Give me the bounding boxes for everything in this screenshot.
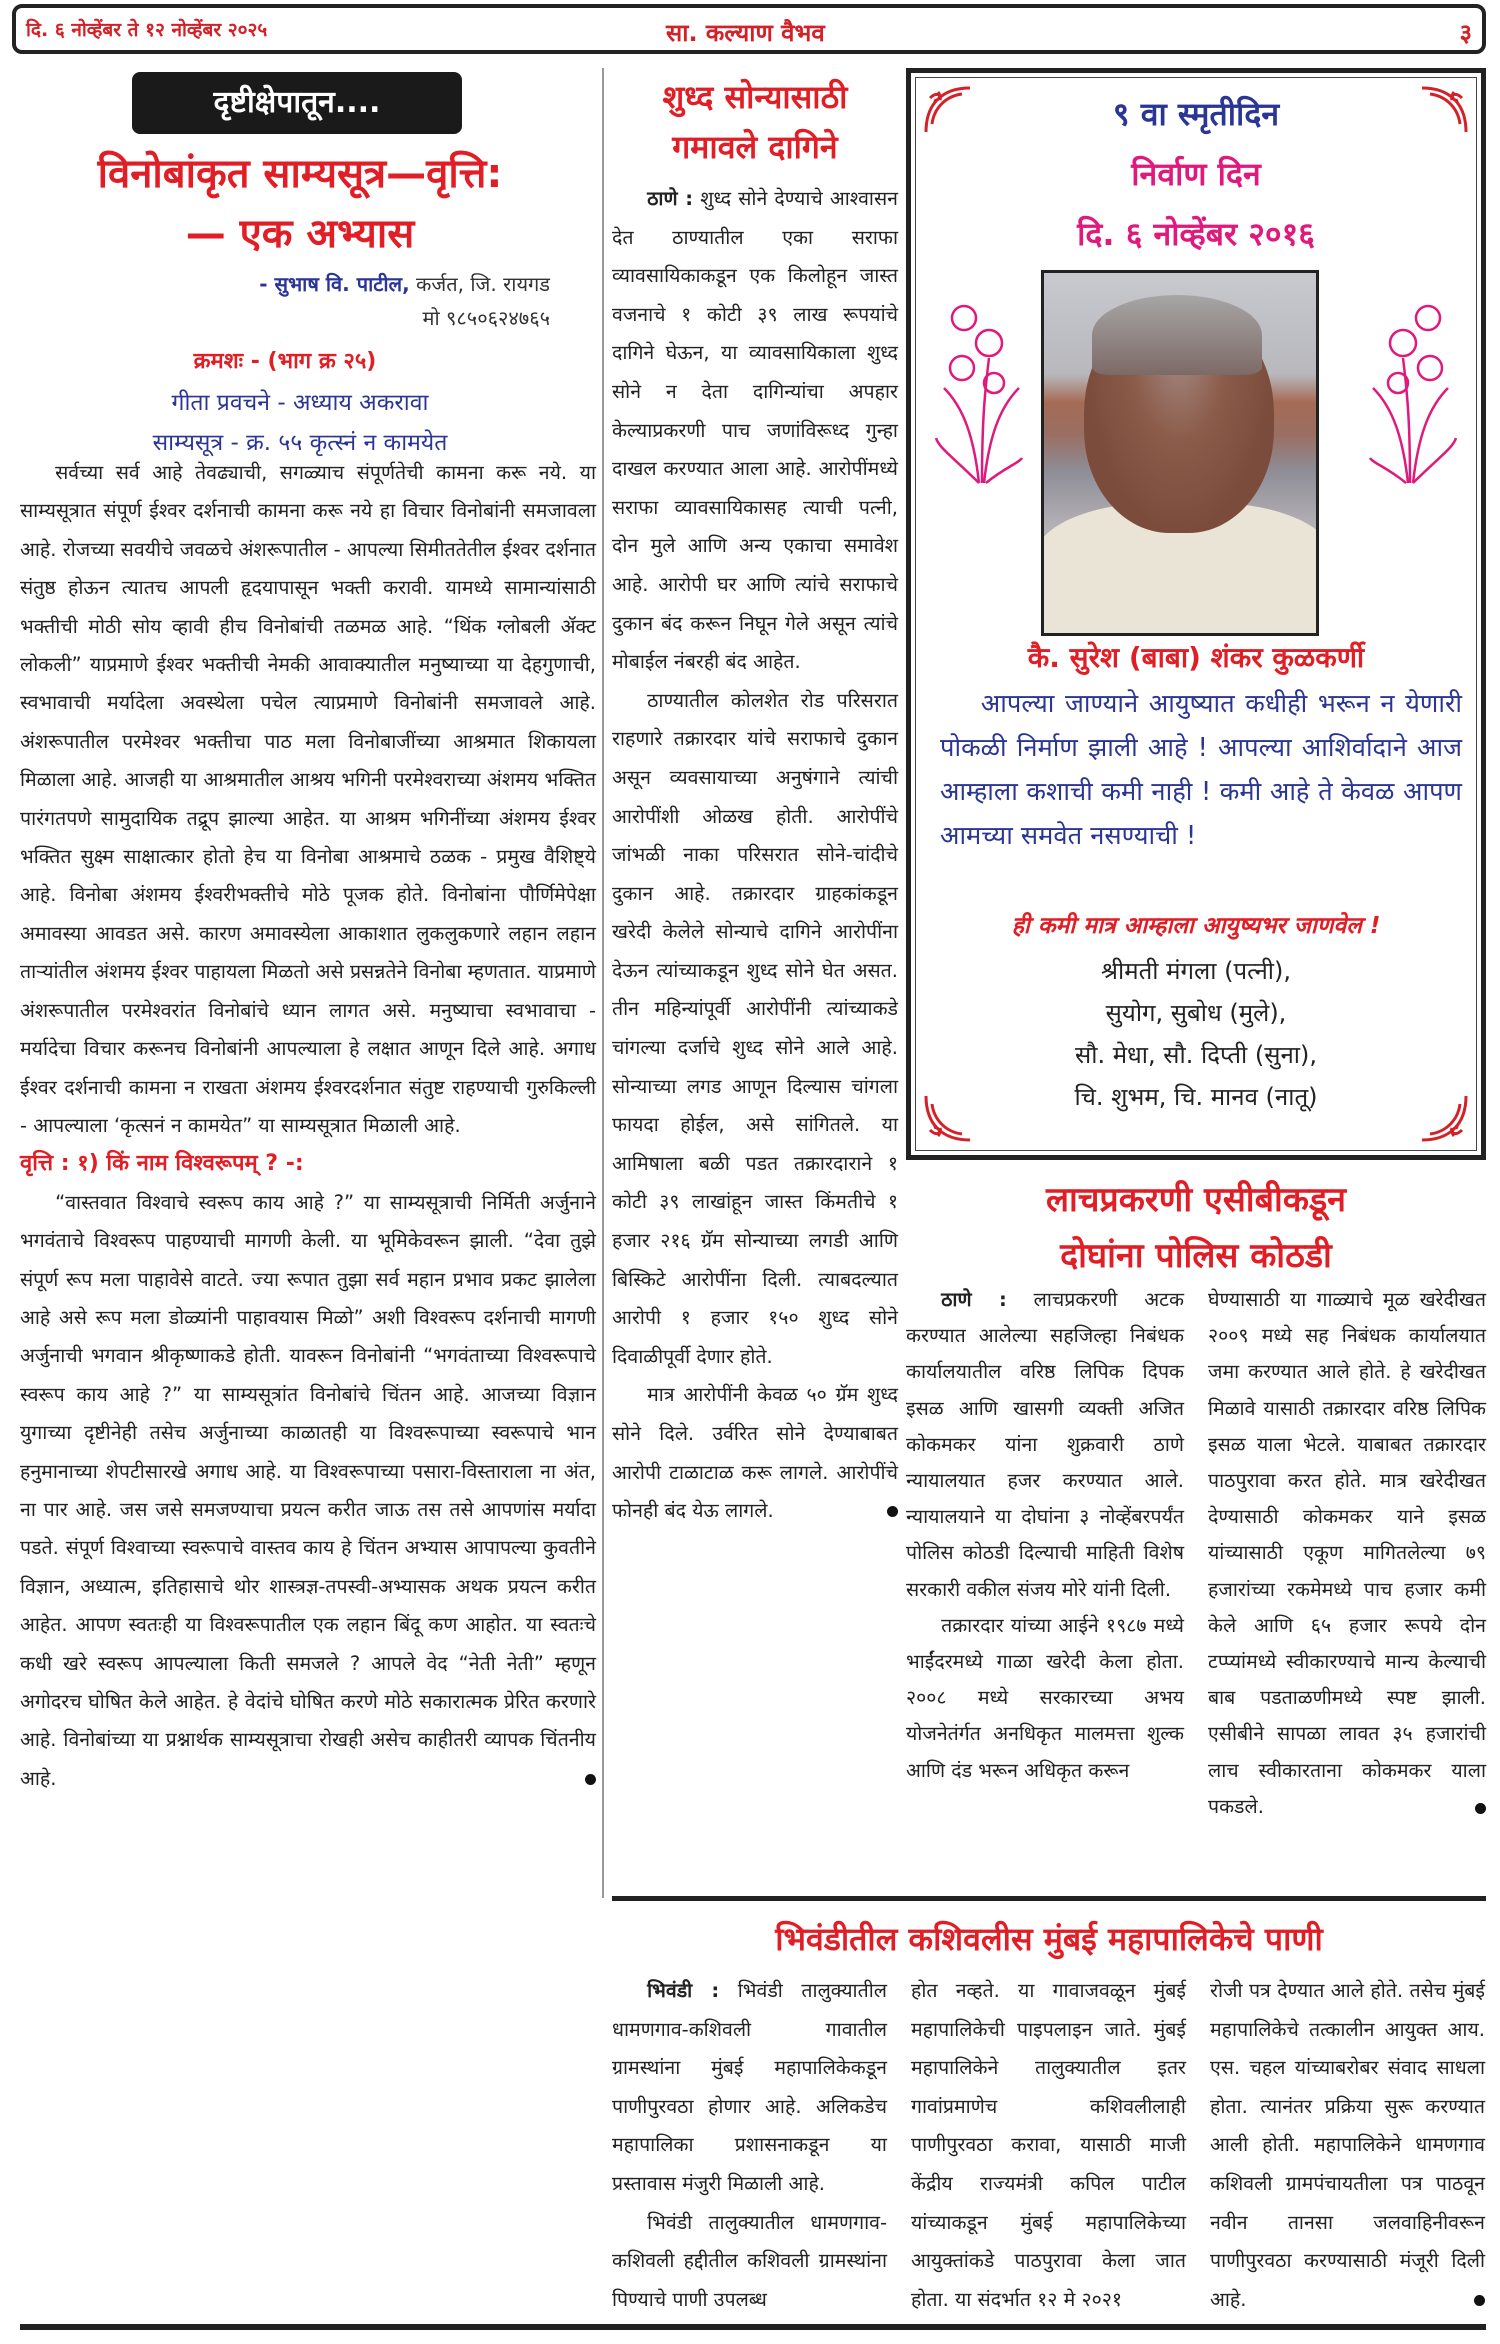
feature-subheading: वृत्ति : १) किं नाम विश्वरूपम् ? -: xyxy=(20,1151,304,1177)
gold-headline-line2: गमावले दागिने xyxy=(672,128,838,166)
page-number: ३ xyxy=(1459,19,1472,47)
bhiwandi-paragraph: भिवंडी तालुक्यातील धामणगाव-कशिवली गावातील ग्रामस्थांना मुंबई महापालिकेकडून पाणीपुरवठा होणार आहे. अलिकडेच महापालिका प्रशासनाकडून या प्रस्तावास मंजुरी मिळाली आहे. xyxy=(612,1979,887,2195)
feature-body xyxy=(20,454,596,1798)
feature-paragraph-text: “वास्तवात विश्वाचे स्वरूप काय आहे ?” या साम्यसूत्राची निर्मिती अर्जुनाने भगवंताचे विश्वरूप पाहण्याची मागणी केली. या भूमिकेवरून झाली. “देवा तुझे संपूर्ण रूप मला पाहावेसे वाटते. ज्या रूपात तुझा सर्व महान प्रभाव प्रकट झालेला आहे असे रूप मला डोळ्यांनी पाहावयास मिळो” अशी विश्वरूप दर्शनाची मागणी अर्जुनाची भगवान श्रीकृष्णाकडे होती. यावरून विनोबांनी “भगवंताच्या विश्वरूपाचे स्वरूप काय आहे ?” या साम्यसूत्रांत विनोबांचे चिंतन आहे. आजच्या विज्ञान युगाच्या दृष्टीनेही तसेच अर्जुनाच्या काळातही या विश्वरूपाच्या स्वरूपाचे भान हनुमानाच्या शेपटीसारखे अगाध आहे. या विश्वरूपाच्या पसारा-विस्ताराला ना अंत, ना पार आहे. जस जसे समजण्याचा प्रयत्न करीत जाऊ तस तसे आपणांस मर्यादा पडते. संपूर्ण विश्वाच्या स्वरूपाचे वास्तव काय हे चिंतन अभ्यास आपापल्या कुवतीने विज्ञान, अध्यात्म, इतिहासाचे थोर शास्त्रज्ञ-तपस्वी-अभ्यासक अथक प्रयत्न करीत आहेत. आपण स्वतःही या विश्वरूपातील एक लहान बिंदू कण आहोत. या स्वतःचे कधी खरे स्वरूप आपल्याला किती समजले ? आपले वेद “नेती नेती” म्हणून अगोदरच घोषित केले आहेत. हे वेदांचे घोषित करणे मोठे सकारात्मक प्रेरित करणारे आहे. विनोबांच्या या प्रश्नार्थक साम्यसूत्राचा रोखही असेच काहीतरी व्यापक चिंतनीय आहे. xyxy=(20,1190,596,1790)
family-member: चि. शुभम, चि. मानव (नातू) xyxy=(1074,1083,1318,1111)
bhiwandi-paragraph: भिवंडी तालुक्यातील धामणगाव-कशिवली हद्दीतील कशिवली ग्रामस्थांना पिण्याचे पाणी उपलब्ध xyxy=(612,2210,887,2311)
author-name: - सुभाष वि. पाटील, xyxy=(259,272,410,296)
acb-story-headline xyxy=(906,1172,1486,1284)
gold-paragraph xyxy=(612,1376,898,1530)
dateline: ठाणे : xyxy=(941,1288,1007,1311)
occasion-label: निर्वाण दिन xyxy=(1131,155,1261,193)
column-divider xyxy=(602,68,604,1898)
memorial-date: दि. ६ नोव्हेंबर २०१६ xyxy=(1077,215,1315,253)
bhiwandi-paragraph: होत नव्हते. या गावाजवळून मुंबई महापालिकेची पाइपलाइन जाते. मुंबई महापालिकेने तालुक्यातील इतर गावांप्रमाणेच कशिवलीलाही पाणीपुरवठा करावा, यासाठी माजी केंद्रीय राज्यमंत्री कपिल पाटील यांच्याकडून मुंबई महापालिकेच्या आयुक्तांकडे पाठपुरावा केला जात होता. या संदर्भात १२ मे २०२१ xyxy=(911,1979,1186,2311)
acb-paragraph: घेण्यासाठी या गाळ्याचे मूळ खरेदीखत २००९ मध्ये सह निबंधक कार्यालयात जमा करण्यात आले होते. हे खरेदीखत मिळावे यासाठी तक्रारदार वरिष्ठ लिपिक इसळ याला भेटले. याबाबत तक्रारदार पाठपुरावा करत होते. मात्र खरेदीखत देण्यासाठी कोकमकर याने इसळ यांच्यासाठी एकूण मागितलेल्या ७९ हजारांच्या रकमेमध्ये पाच हजार कमी केले आणि ६५ हजार रूपये दोन टप्प्यांमध्ये स्वीकारण्याचे मान्य केल्याची बाब पडताळणीमध्ये स्पष्ट झाली. एसीबीने सापळा लावत ३५ हजारांची लाच स्वीकारताना कोकमकर याला पकडले. xyxy=(1208,1288,1486,1818)
end-mark-icon xyxy=(887,1506,898,1517)
gold-paragraph: ठाण्यातील कोलशेत रोड परिसरात राहणारे तक्रारदार यांचे सराफाचे दुकान असून व्यवसायाच्या अनुषंगाने त्यांची आरोपींशी ओळख होती. आरोपींचे जांभळी नाका परिसरात सोने-चांदीचे दुकान आहे. तक्रारदार ग्राहकांकडून खरेदी केलेले सोन्याचे दागिने आरोपींना देऊन त्यांच्याकडून शुध्द सोने घेत असत. तीन महिन्यांपूर्वी आरोपींनी त्यांच्याकडे चांगल्या दर्जाचे शुध्द सोने आले आहे. सोन्याच्या लगड आणून दिल्यास चांगला फायदा होईल, असे सांगितले. या आमिषाला बळी पडत तक्रारदाराने १ कोटी ३९ लाखांहून जास्त किंमतीचे १ हजार २१६ ग्रॅम सोन्याच्या लगडी आणि बिस्किटे आरोपींना दिली. त्याबदल्यात आरोपी १ हजार १५० शुध्द सोने दिवाळीपूर्वी देणार होते. xyxy=(612,688,898,1368)
feature-paragraph: सर्वच्या सर्व आहे तेवढ्याची, सगळ्याच संपूर्णतेची कामना करू नये. या साम्यसूत्रात संपूर्ण ईश्वर दर्शनाची कामना करू नये हा विचार विनोबांनी समजावला आहे. रोजच्या सवयीचे जवळचे अंशरूपातील - आपल्या सिमीततेतील ईश्वर दर्शनात संतुष्ठ होऊन त्यातच आपली हृदयापासून भक्ती करावी. यामध्ये सामान्यांसाठी भक्तीची मोठी सोय व्हावी हीच विनोबांची तळमळ आहे. “थिंक ग्लोबली ॲक्ट लोकली” याप्रमाणे ईश्वर भक्तीची नेमकी आवाक्यातील मनुष्याच्या या देहगुणाची, स्वभावाची मर्यादेला अवस्थेला पचेल त्याप्रमाणे विनोबांनी समजावले आहे. अंशरूपातील परमेश्वर भक्तीचा पाठ मला विनोबाजींच्या आश्रमात शिकायला मिळाला आहे. आजही या आश्रमातील आश्रय भगिनी परमेश्वराच्या अंशमय भक्तित पारंगतपणे सामुदायिक तद्रूप झाल्या आहेत. या आश्रम भगिनींच्या अंशमय ईश्वर भक्तित सुक्ष्म साक्षात्कार होतो हेच या विनोबा आश्रमाचे ठळक - प्रमुख वैशिष्ट्ये आहे. विनोबा अंशमय ईश्वरीभक्तीचे मोठे पूजक होते. विनोबांना पौर्णिमेपेक्षा अमावस्या आवडत असे. कारण अमावस्येला आकाशात लुकलुकणारे लहान लहान ताऱ्यांतील अंशमय ईश्वर पाहायला मिळतो असे प्रसन्नतेने विनोबा म्हणतात. याप्रमाणे अंशरूपातील परमेश्वरांत विनोबांचे ध्यान लागत असे. मनुष्याचा स्वभावाचा - मर्यादेचा विचार करूनच विनोबांनी आपल्याला हे लक्षात आणून दिले आहे. अगाध ईश्वर दर्शनाची कामना न राखता अंशमय ईश्वरदर्शनात संतुष्ट राहण्याची गुरुकिल्ली - आपल्याला ‘कृत्सनं न कामयेत” या साम्यसूत्रात मिळाली आहे. xyxy=(20,461,596,1137)
dateline: भिवंडी : xyxy=(647,1979,720,2002)
gold-story-body xyxy=(612,180,898,1531)
bhiwandi-story-headline: भिवंडीतील कशिवलीस मुंबई महापालिकेचे पाणी xyxy=(775,1920,1323,1958)
anniversary-label: ९ वा स्मृतीदिन xyxy=(1112,95,1280,133)
feature-paragraph xyxy=(20,1184,596,1799)
byline xyxy=(20,270,550,297)
author-place: कर्जत, जि. रायगड xyxy=(409,272,550,296)
tribute-tagline: ही कमी मात्र आम्हाला आयुष्यभर जाणवेल ! xyxy=(1011,913,1381,939)
family-member: सौ. मेधा, सौ. दिप्ती (सुना), xyxy=(1075,1041,1317,1069)
deceased-name: कै. सुरेश (बाबा) शंकर कुळकर्णी xyxy=(1027,641,1365,674)
portrait-photo xyxy=(1041,270,1319,636)
gold-paragraph-text: मात्र आरोपींनी केवळ ५० ग्रॅम शुध्द सोने दिले. उर्वरित सोने देण्याबाबत आरोपी टाळाटाळ करू लागले. आरोपींचे फोनही बंद येऊ लागले. xyxy=(612,1383,898,1523)
end-mark-icon xyxy=(1475,1803,1486,1814)
end-mark-icon xyxy=(1474,2295,1485,2306)
feature-subtitle-2: साम्यसूत्र - क्र. ५५ कृत्स्नं न कामयेत xyxy=(152,430,448,456)
acb-headline-line1: लाचप्रकरणी एसीबीकडून xyxy=(1045,1180,1347,1220)
page-header xyxy=(12,4,1486,54)
flower-decoration-icon xyxy=(1368,288,1458,488)
gold-story-headline xyxy=(612,72,898,172)
series-label: क्रमशः - (भाग क्र २५) xyxy=(193,349,377,374)
end-mark-icon xyxy=(585,1774,596,1785)
family-member: सुयोग, सुबोध (मुले), xyxy=(1105,999,1287,1027)
acb-paragraph: लाचप्रकरणी अटक करण्यात आलेल्या सहजिल्हा निबंधक कार्यालयातील वरिष्ठ लिपिक दिपक इसळ आणि खासगी व्यक्ती अजित कोकमकर यांना शुक्रवारी ठाणे न्यायालयात हजर करण्यात आले. न्यायालयाने या दोघांना ३ नोव्हेंबरपर्यंत पोलिस कोठडी दिल्याची माहिती विशेष सरकारी वकील संजय मोरे यांनी दिली. xyxy=(906,1288,1184,1601)
column-kicker: दृष्टीक्षेपातून.... xyxy=(132,72,462,134)
gold-headline-line1: शुध्द सोन्यासाठी xyxy=(662,78,848,116)
family-member: श्रीमती मंगला (पत्नी), xyxy=(1101,957,1291,985)
section-rule xyxy=(612,1896,1486,1901)
feature-headline-line1: विनोबांकृत साम्यसूत्र—वृत्ति: xyxy=(97,151,503,197)
flower-decoration-icon xyxy=(934,288,1024,488)
acb-paragraph: तक्रारदार यांच्या आईने १९८७ मध्ये भाईंदरमध्ये गाळा खरेदी केला होता. २००८ मध्ये सरकारच्या अभय योजनेतंर्गत अनधिकृत मालमत्ता शुल्क आणि दंड भरून अधिकृत करून xyxy=(906,1613,1184,1782)
feature-headline-line2: — एक अभ्यास xyxy=(185,211,415,257)
gold-paragraph: शुध्द सोने देण्याचे आश्वासन देत ठाण्यातील एका सराफा व्यावसायिकाकडून एक किलोहून जास्त वजनाचे १ कोटी ३९ लाख रूपयांचे दागिने घेऊन, या व्यावसायिकाला शुध्द सोने न देता दागिन्यांचा अपहार केल्याप्रकरणी पाच जणांविरूध्द गुन्हा दाखल करण्यात आला आहे. आरोपींमध्ये सराफा व्यावसायिकासह त्याची पत्नी, दोन मुले आणि अन्य एकाचा समावेश आहे. आरोपी घर आणि त्यांचे सराफाचे दुकान बंद करून निघून गेले असून त्यांचे मोबाईल नंबरही बंद आहेत. xyxy=(612,187,898,674)
memorial-notice xyxy=(906,68,1486,1160)
bhiwandi-story-body xyxy=(612,1972,1486,2319)
author-phone: मो ९८५०६२४७६५ xyxy=(422,306,550,330)
tribute-message: आपल्या जाण्याने आयुष्यात कधीही भरून न येणारी पोकळी निर्माण झाली आहे ! आपल्या आशिर्वादाने आज आम्हाला कशाची कमी नाही ! कमी आहे ते केवळ आपण आमच्या समवेत नसण्याची ! xyxy=(940,689,1462,851)
bottom-rule xyxy=(20,2324,1486,2330)
bhiwandi-paragraph: रोजी पत्र देण्यात आले होते. तसेच मुंबई महापालिकेचे तत्कालीन आयुक्त आय. एस. चहल यांच्याबरोबर संवाद साधला होता. त्यानंतर प्रक्रिया सुरू करण्यात आली होती. महापालिकेने धामणगाव कशिवली ग्रामपंचायतीला पत्र पाठवून नवीन तानसा जलवाहिनीवरून पाणीपुरवठा करण्यासाठी मंजूरी दिली आहे. xyxy=(1210,1979,1485,2311)
feature-subtitle-1: गीता प्रवचने - अध्याय अकरावा xyxy=(171,390,429,416)
family-list xyxy=(916,950,1476,1118)
feature-headline xyxy=(20,144,580,264)
acb-headline-line2: दोघांना पोलिस कोठडी xyxy=(1060,1236,1332,1276)
dateline: ठाणे : xyxy=(647,187,694,210)
acb-story-body xyxy=(906,1282,1486,1825)
newspaper-name: सा. कल्याण वैभव xyxy=(666,19,825,47)
issue-date-range: दि. ६ नोव्हेंबर ते १२ नोव्हेंबर २०२५ xyxy=(26,19,268,41)
